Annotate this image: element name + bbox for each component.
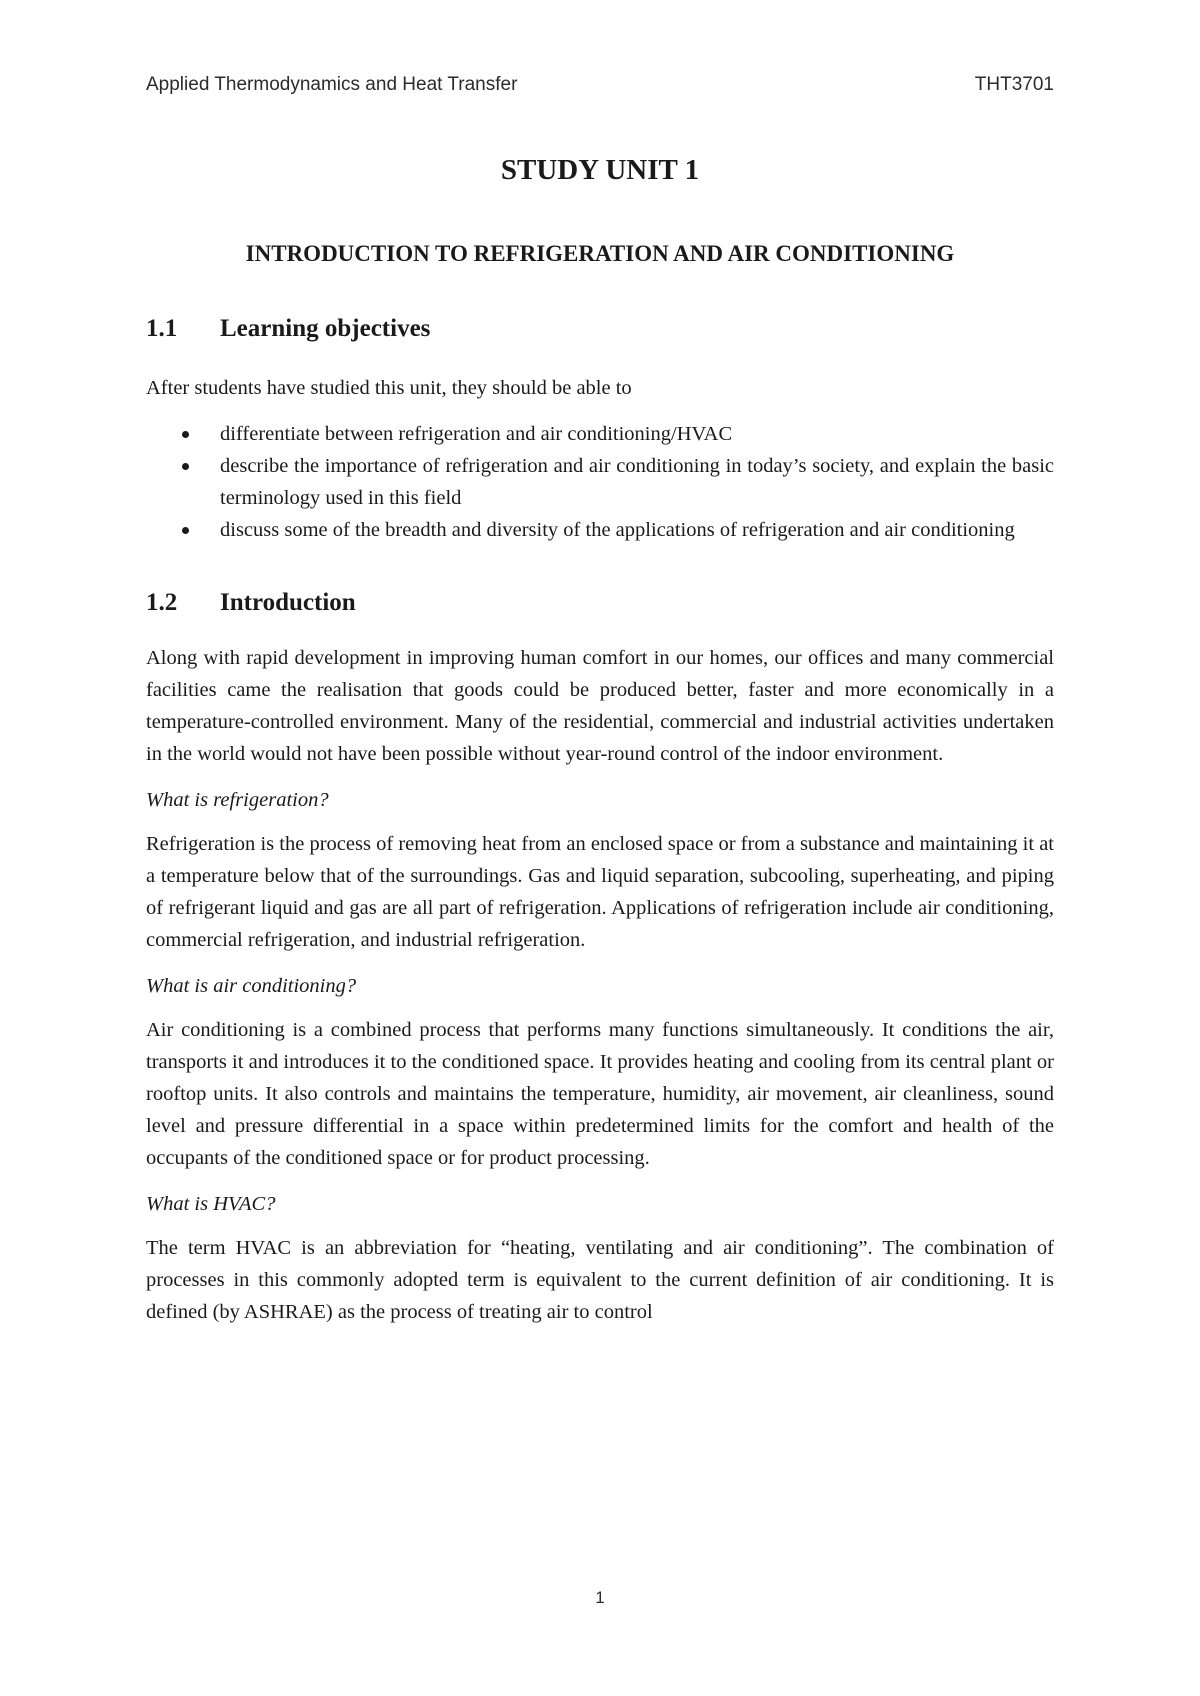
running-header (146, 74, 1054, 100)
question-hvac: What is HVAC? (146, 1193, 276, 1215)
course-title: Applied Thermodynamics and Heat Transfer (146, 74, 518, 95)
section-number: 1.2 (146, 589, 178, 616)
bullet-icon (182, 527, 189, 534)
list-item (146, 450, 1054, 514)
section-heading-learning-objectives (146, 312, 1054, 346)
section-title: Introduction (220, 589, 356, 616)
section-heading-introduction (146, 586, 1054, 620)
question-refrigeration: What is refrigeration? (146, 789, 329, 811)
objective-text: describe the importance of refrigeration and air conditioning in today’s society, and explain the basic terminology used in this field (220, 455, 1054, 509)
list-item (146, 418, 1054, 450)
unit-title: STUDY UNIT 1 (500, 154, 700, 186)
objective-text: discuss some of the breadth and diversity of the applications of refrigeration and air conditioning (220, 519, 1015, 541)
page-content (146, 150, 1054, 1328)
page-number: 1 (595, 1588, 605, 1607)
chapter-title: INTRODUCTION TO REFRIGERATION AND AIR CONDITIONING (245, 241, 955, 266)
hvac-paragraph: The term HVAC is an abbreviation for “heating, ventilating and air conditioning”. The combination of processes in this commonly adopted term is equivalent to the current definition of air conditioning. It is defined (by ASHRAE) as the process of treating air to control (146, 1237, 1054, 1323)
list-item (146, 514, 1054, 546)
bullet-icon (182, 463, 189, 470)
objectives-list (146, 418, 1054, 546)
air-conditioning-paragraph: Air conditioning is a combined process that performs many functions simultaneously. It conditions the air, transports it and introduces it to the conditioned space. It provides heating and cooling from its central plant or rooftop units. It also controls and maintains the temperature, humidity, air movement, air cleanliness, sound level and pressure differential in a space within predetermined limits for the comfort and health of the occupants of the conditioned space or for product processing. (146, 1019, 1054, 1169)
course-code: THT3701 (974, 74, 1054, 95)
section-title: Learning objectives (220, 315, 431, 342)
bullet-icon (182, 431, 189, 438)
objectives-intro: After students have studied this unit, they should be able to (146, 377, 632, 399)
question-air-conditioning: What is air conditioning? (146, 975, 357, 997)
refrigeration-paragraph: Refrigeration is the process of removing heat from an enclosed space or from a substance and maintaining it at a temperature below that of the surroundings. Gas and liquid separation, subcooling, superheating, and piping of refrigerant liquid and gas are all part of refrigeration. Applications of refrigeration include air conditioning, commercial refrigeration, and industrial refrigeration. (146, 833, 1054, 951)
objective-text: differentiate between refrigeration and air conditioning/HVAC (220, 423, 733, 445)
intro-paragraph: Along with rapid development in improving human comfort in our homes, our offices and many commercial facilities came the realisation that goods could be produced better, faster and more economically in a temperature-controlled environment. Many of the residential, commercial and industrial activities undertaken in the world would not have been possible without year-round control of the indoor environment. (146, 647, 1054, 765)
section-number: 1.1 (146, 315, 178, 342)
